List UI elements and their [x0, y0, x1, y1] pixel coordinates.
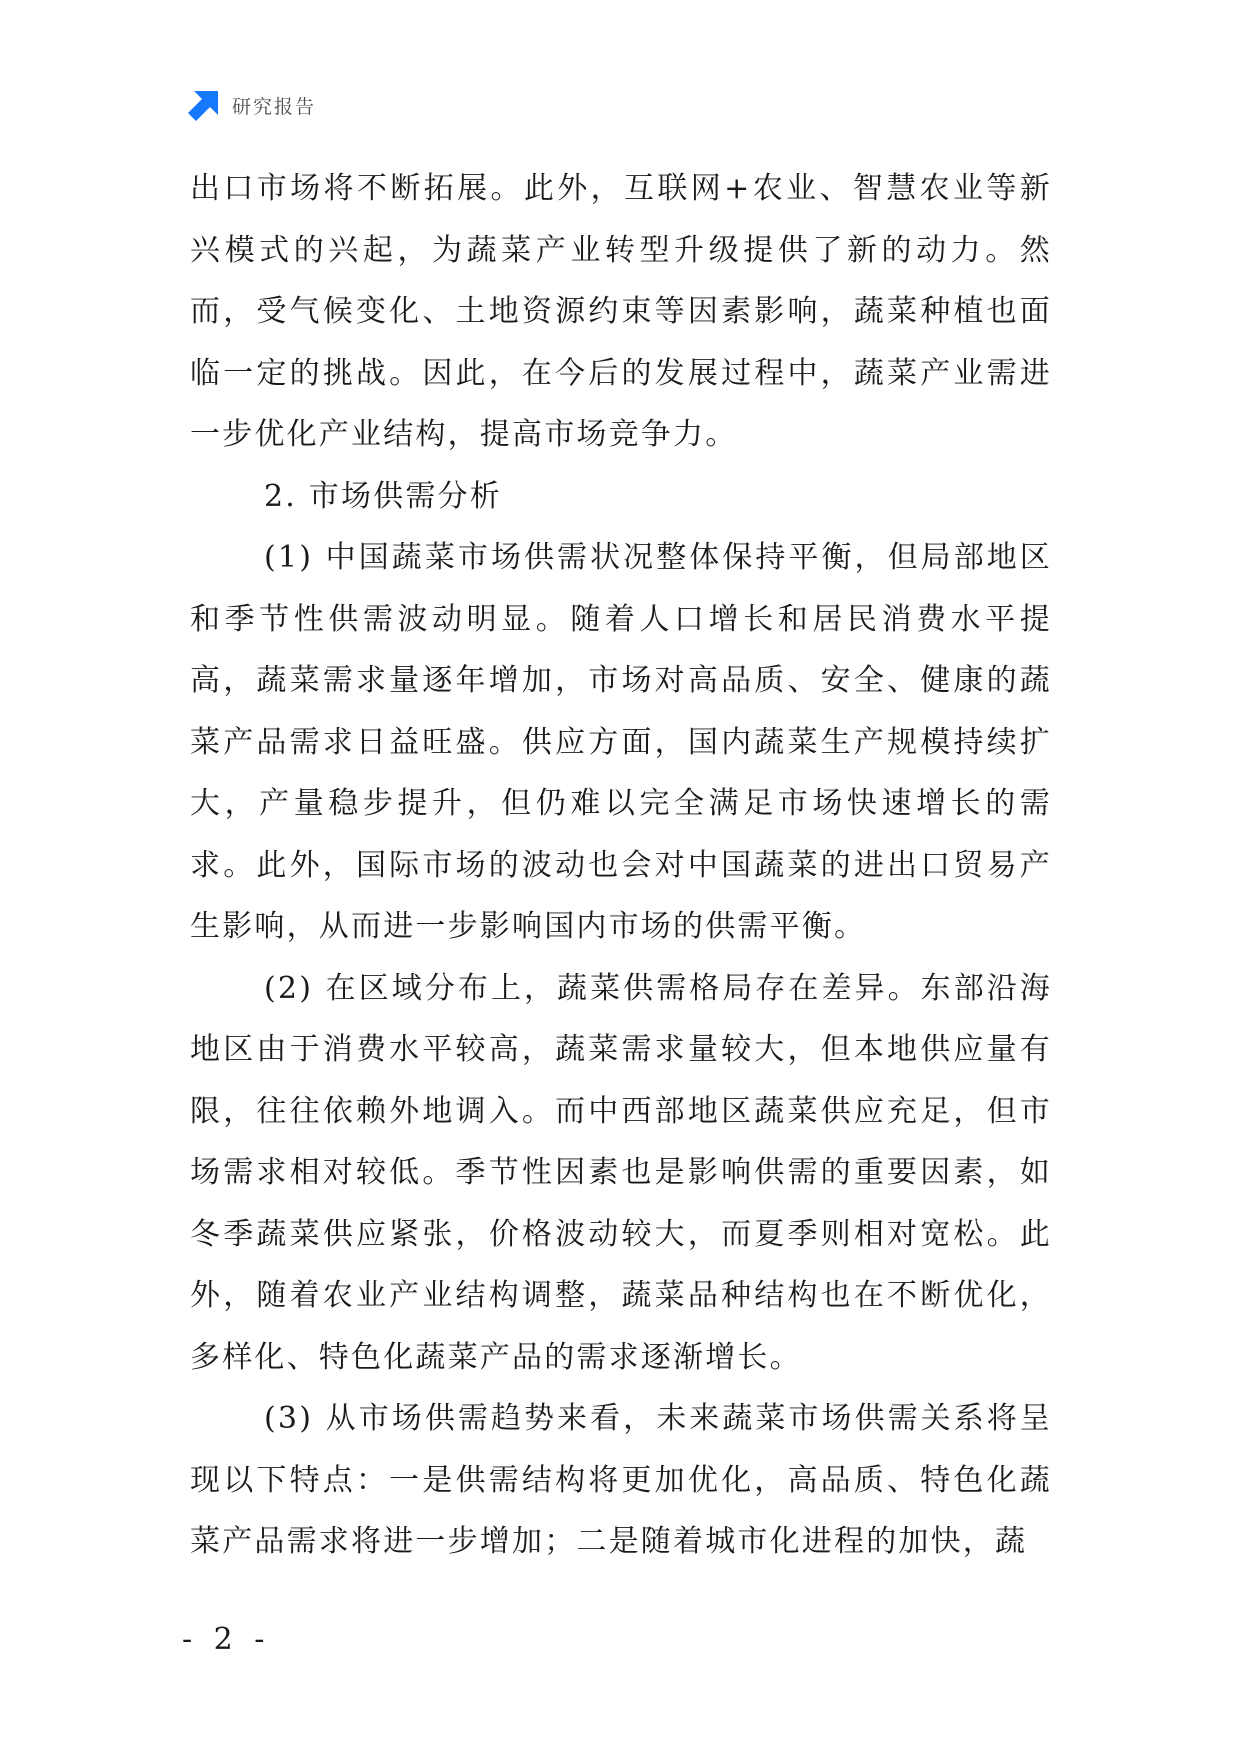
header-title: 研究报告	[232, 95, 317, 118]
paragraph-intro: 出口市场将不断拓展。此外，互联网+农业、智慧农业等新兴模式的兴起，为蔬菜产业转型升级提供了新的动力。然而，受气候变化、土地资源约束等因素影响，蔬菜种植也面临一定的挑战。因此，在今后的发展过程中，蔬菜产业需进一步优化产业结构，提高市场竞争力。	[190, 171, 1052, 452]
section-heading: 2. 市场供需分析	[264, 478, 502, 514]
arrow-up-right-icon	[188, 89, 220, 121]
document-body	[190, 158, 1052, 1573]
paragraph-2: (2) 在区域分布上，蔬菜供需格局存在差异。东部沿海地区由于消费水平较高，蔬菜需求量较大，但本地供应量有限，往往依赖外地调入。而中西部地区蔬菜供应充足，但市场需求相对较低。季节性因素也是影响供需的重要因素，如冬季蔬菜供应紧张，价格波动较大，而夏季则相对宽松。此外，随着农业产业结构调整，蔬菜品种结构也在不断优化，多样化、特色化蔬菜产品的需求逐渐增长。	[190, 970, 1052, 1375]
paragraph-1: (1) 中国蔬菜市场供需状况整体保持平衡，但局部地区和季节性供需波动明显。随着人口增长和居民消费水平提高，蔬菜需求量逐年增加，市场对高品质、安全、健康的蔬菜产品需求日益旺盛。供应方面，国内蔬菜生产规模持续扩大，产量稳步提升，但仍难以完全满足市场快速增长的需求。此外，国际市场的波动也会对中国蔬菜的进出口贸易产生影响，从而进一步影响国内市场的供需平衡。	[190, 540, 1052, 944]
page-header	[188, 88, 316, 122]
page-number: - 2 -	[182, 1622, 271, 1657]
paragraph-3: (3) 从市场供需趋势来看，未来蔬菜市场供需关系将呈现以下特点：一是供需结构将更加优化，高品质、特色化蔬菜产品需求将进一步增加；二是随着城市化进程的加快，蔬	[190, 1401, 1052, 1559]
